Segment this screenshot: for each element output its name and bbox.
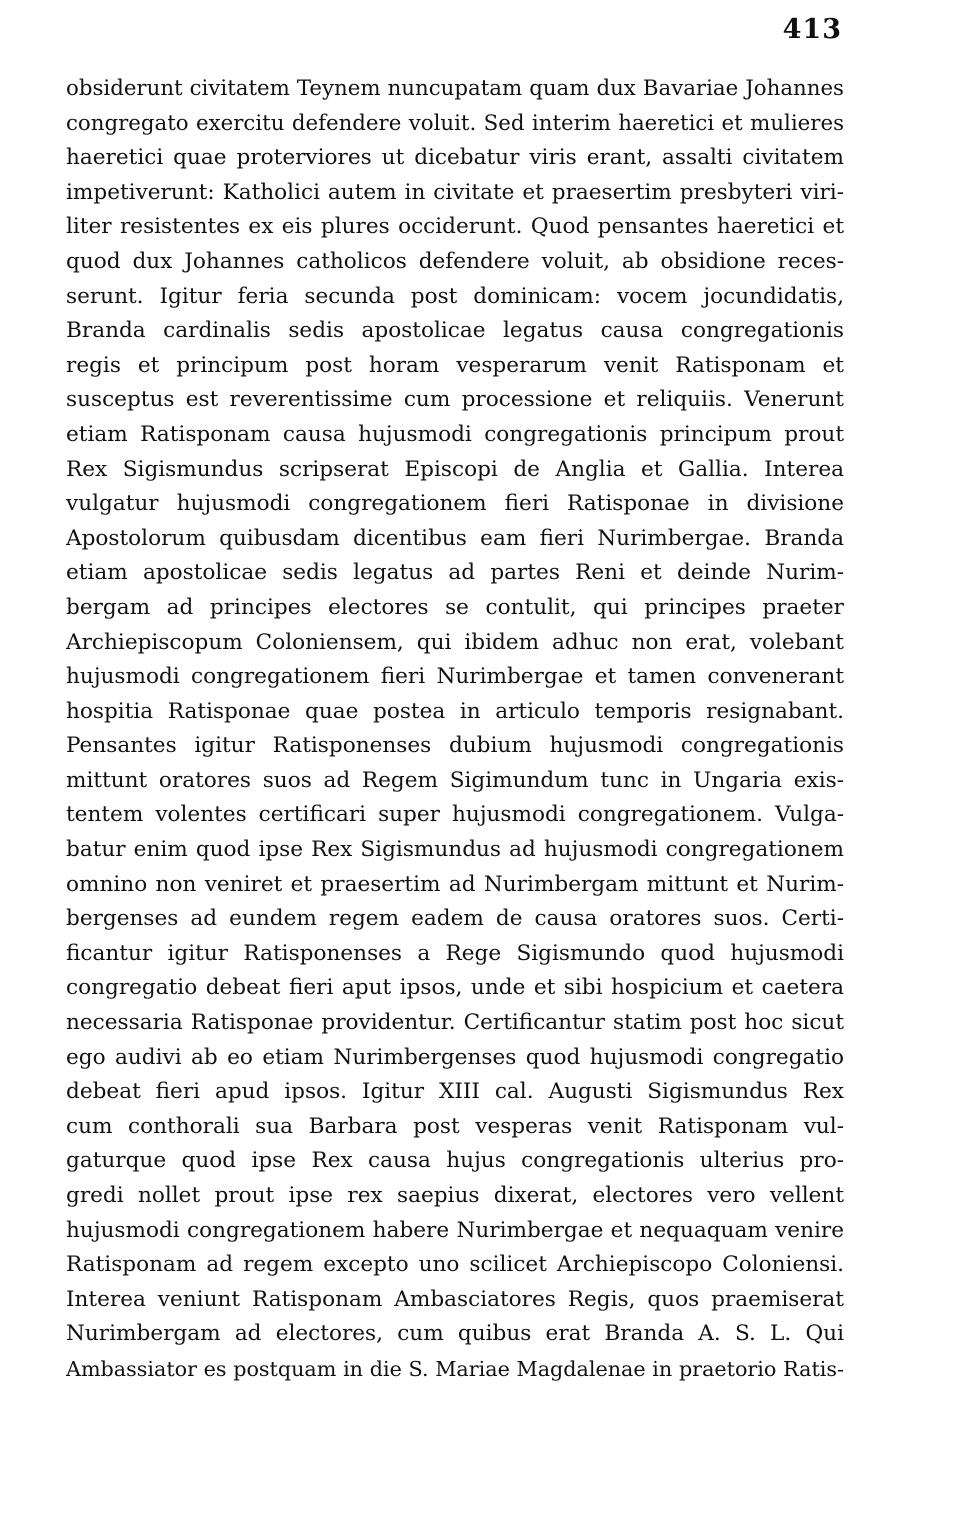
text-line: Ratisponam ad regem excepto uno scilicet Archiepiscopo Coloniensi. [66,1252,844,1278]
text-line: Interea veniunt Ratisponam Ambasciatores Regis, quos praemiserat [66,1286,844,1312]
text-line: congregatio debeat fieri aput ipsos, unde et sibi hospicium et caetera [66,975,844,1001]
text-line: Nurimbergam ad electores, cum quibus erat Branda A. S. L. Qui [66,1321,844,1347]
text-line: Rex Sigismundus scripserat Episcopi de Anglia et Gallia. Interea [66,456,844,482]
text-line: necessaria Ratisponae providentur. Certificantur statim post hoc sicut [66,1010,844,1036]
text-line: haeretici quae proterviores ut dicebatur viris erant, assalti civitatem [66,145,844,171]
text-line: etiam apostolicae sedis legatus ad partes Reni et deinde Nurim- [66,560,844,586]
text-line: Branda cardinalis sedis apostolicae legatus causa congregationis [66,318,844,344]
page-number: 413 [782,14,842,45]
text-line: quod dux Johannes catholicos defendere voluit, ab obsidione reces- [66,248,844,274]
text-line: impetiverunt: Katholici autem in civitate et praesertim presbyteri viri- [66,179,844,205]
text-line: hujusmodi congregationem habere Nurimbergae et nequaquam venire [66,1217,844,1243]
text-line: ficantur igitur Ratisponenses a Rege Sigismundo quod hujusmodi [66,940,844,966]
text-line: cum conthorali sua Barbara post vesperas venit Ratisponam vul- [66,1113,844,1139]
text-line: Pensantes igitur Ratisponenses dubium hujusmodi congregationis [66,733,844,759]
body-text [66,72,844,1387]
text-line: obsiderunt civitatem Teynem nuncupatam quam dux Bavariae Johannes [66,76,844,101]
text-line: bergenses ad eundem regem eadem de causa oratores suos. Certi- [66,906,844,932]
text-line: etiam Ratisponam causa hujusmodi congregationis principum prout [66,421,844,447]
text-line: congregato exercitu defendere voluit. Sed interim haeretici et mulieres [66,110,844,136]
text-line: serunt. Igitur feria secunda post dominicam: vocem jocundidatis, [66,283,844,309]
text-line: batur enim quod ipse Rex Sigismundus ad hujusmodi congregationem [66,837,844,863]
text-line: hospitia Ratisponae quae postea in articulo temporis resignabant. [66,698,844,724]
text-line: susceptus est reverentissime cum processione et reliquiis. Venerunt [66,387,844,413]
text-line: regis et principum post horam vesperarum venit Ratisponam et [66,352,844,378]
text-line: Apostolorum quibusdam dicentibus eam fieri Nurimbergae. Branda [66,525,844,551]
text-line: mittunt oratores suos ad Regem Sigimundum tunc in Ungaria exis- [66,767,844,793]
text-line: bergam ad principes electores se contulit, qui principes praeter [66,594,844,620]
text-line: vulgatur hujusmodi congregationem fieri Ratisponae in divisione [66,491,844,517]
text-line: ego audivi ab eo etiam Nurimbergenses quod hujusmodi congregatio [66,1044,844,1070]
text-line: hujusmodi congregationem fieri Nurimbergae et tamen convenerant [66,664,844,690]
text-line: gaturque quod ipse Rex causa hujus congregationis ulterius pro- [66,1148,844,1174]
text-line: debeat fieri apud ipsos. Igitur XIII cal. Augusti Sigismundus Rex [66,1079,844,1105]
text-line: liter resistentes ex eis plures occiderunt. Quod pensantes haeretici et [66,214,844,240]
text-line: Ambassiator es postquam in die S. Mariae Magdalenae in praetorio Ratis- [66,1356,844,1381]
text-line: omnino non veniret et praesertim ad Nurimbergam mittunt et Nurim- [66,871,844,897]
text-line: gredi nollet prout ipse rex saepius dixerat, electores vero vellent [66,1183,844,1208]
text-line: Archiepiscopum Coloniensem, qui ibidem adhuc non erat, volebant [66,629,844,655]
text-line: tentem volentes certificari super hujusmodi congregationem. Vulga- [66,802,844,828]
